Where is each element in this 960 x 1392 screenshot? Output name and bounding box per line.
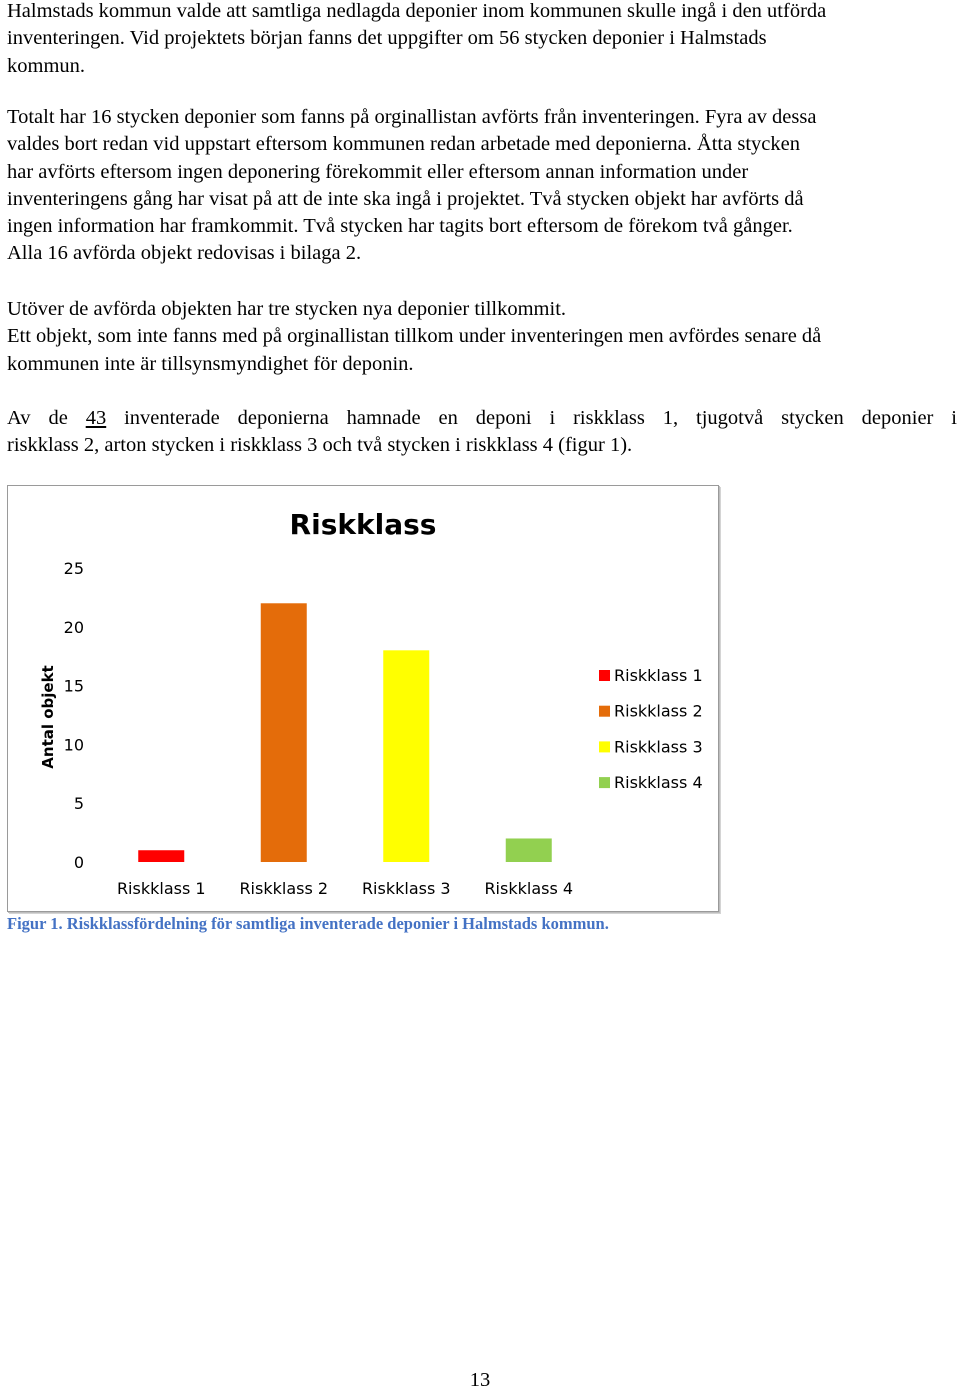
paragraph-inventory-scope bbox=[7, 0, 957, 80]
bar-4 bbox=[506, 838, 552, 862]
legend-label: Riskklass 3 bbox=[614, 737, 703, 757]
y-tick-label: 25 bbox=[63, 559, 84, 578]
text-line: Ett objekt, som inte fanns med på orginallistan tillkom under inventeringen men avfördes senare då bbox=[7, 325, 822, 348]
text-line: Alla 16 avförda objekt redovisas i bilaga 2. bbox=[7, 242, 362, 265]
bar-3 bbox=[383, 650, 429, 862]
text-line: kommun. bbox=[7, 54, 86, 77]
text-line: har avförts eftersom ingen deponering förekommit eller eftersom annan information under bbox=[7, 160, 749, 183]
paragraph-risk-summary bbox=[7, 405, 957, 460]
chart-riskklass bbox=[7, 485, 719, 912]
x-tick-label: Riskklass 4 bbox=[484, 879, 574, 898]
text-line: inventeringens gång har visat på att de inte ska ingå i projektet. Två stycken objekt har avförts då bbox=[7, 187, 804, 210]
paragraph-new-objects bbox=[7, 296, 957, 378]
y-tick-label: 20 bbox=[63, 617, 84, 637]
legend-swatch bbox=[599, 741, 610, 752]
y-axis-label: Antal objekt bbox=[39, 665, 57, 769]
inventoried-count: 43 bbox=[85, 407, 107, 429]
text-line: riskklass 2, arton stycken i riskklass 3 och två stycken i riskklass 4 (figur 1). bbox=[7, 434, 633, 457]
x-tick-label: Riskklass 3 bbox=[361, 879, 451, 898]
legend-label: Riskklass 1 bbox=[614, 666, 703, 685]
y-tick-label: 10 bbox=[63, 735, 84, 755]
bar-chart bbox=[8, 486, 718, 911]
x-tick-label: Riskklass 1 bbox=[116, 879, 206, 898]
legend-swatch bbox=[599, 670, 610, 681]
figure-caption: Figur 1. Riskklassfördelning för samtliga inventerade deponier i Halmstads kommun. bbox=[7, 914, 609, 933]
text-segment: Av de bbox=[7, 407, 86, 429]
text-line: inventeringen. Vid projektets början fanns det uppgifter om 56 stycken deponier i Halmstads bbox=[7, 27, 767, 50]
y-tick-label: 0 bbox=[73, 853, 84, 872]
legend-swatch bbox=[599, 706, 610, 717]
page-number: 13 bbox=[469, 1369, 491, 1391]
chart-title: Riskklass bbox=[289, 508, 437, 541]
legend-swatch bbox=[599, 777, 610, 788]
text-line: kommunen inte är tillsynsmyndighet för deponin. bbox=[7, 352, 414, 375]
legend-label: Riskklass 2 bbox=[614, 701, 703, 721]
y-tick-label: 15 bbox=[63, 676, 84, 696]
text-line: valdes bort redan vid uppstart eftersom kommunen redan arbetade med deponierna. Åtta stycken bbox=[7, 133, 800, 156]
bar-2 bbox=[261, 603, 307, 862]
text-line: Totalt har 16 stycken deponier som fanns på orginallistan avförts från inventeringen. Fyra av dessa bbox=[7, 106, 817, 128]
text-line: Utöver de avförda objekten har tre stycken nya deponier tillkommit. bbox=[7, 298, 567, 320]
y-tick-label: 5 bbox=[73, 794, 84, 814]
text-line: ingen information har framkommit. Två stycken har tagits bort eftersom de förekom två gånger. bbox=[7, 215, 793, 238]
text-segment: inventerade deponierna hamnade en deponi i riskklass 1, tjugotvå stycken deponier i bbox=[106, 407, 957, 429]
bar-1 bbox=[138, 850, 184, 862]
text-line: Halmstads kommun valde att samtliga nedlagda deponier inom kommunen skulle ingå i den utförda bbox=[7, 0, 827, 22]
legend-label: Riskklass 4 bbox=[614, 773, 703, 793]
text-line bbox=[7, 405, 957, 432]
paragraph-removed-objects bbox=[7, 104, 957, 268]
x-tick-label: Riskklass 2 bbox=[239, 879, 329, 898]
